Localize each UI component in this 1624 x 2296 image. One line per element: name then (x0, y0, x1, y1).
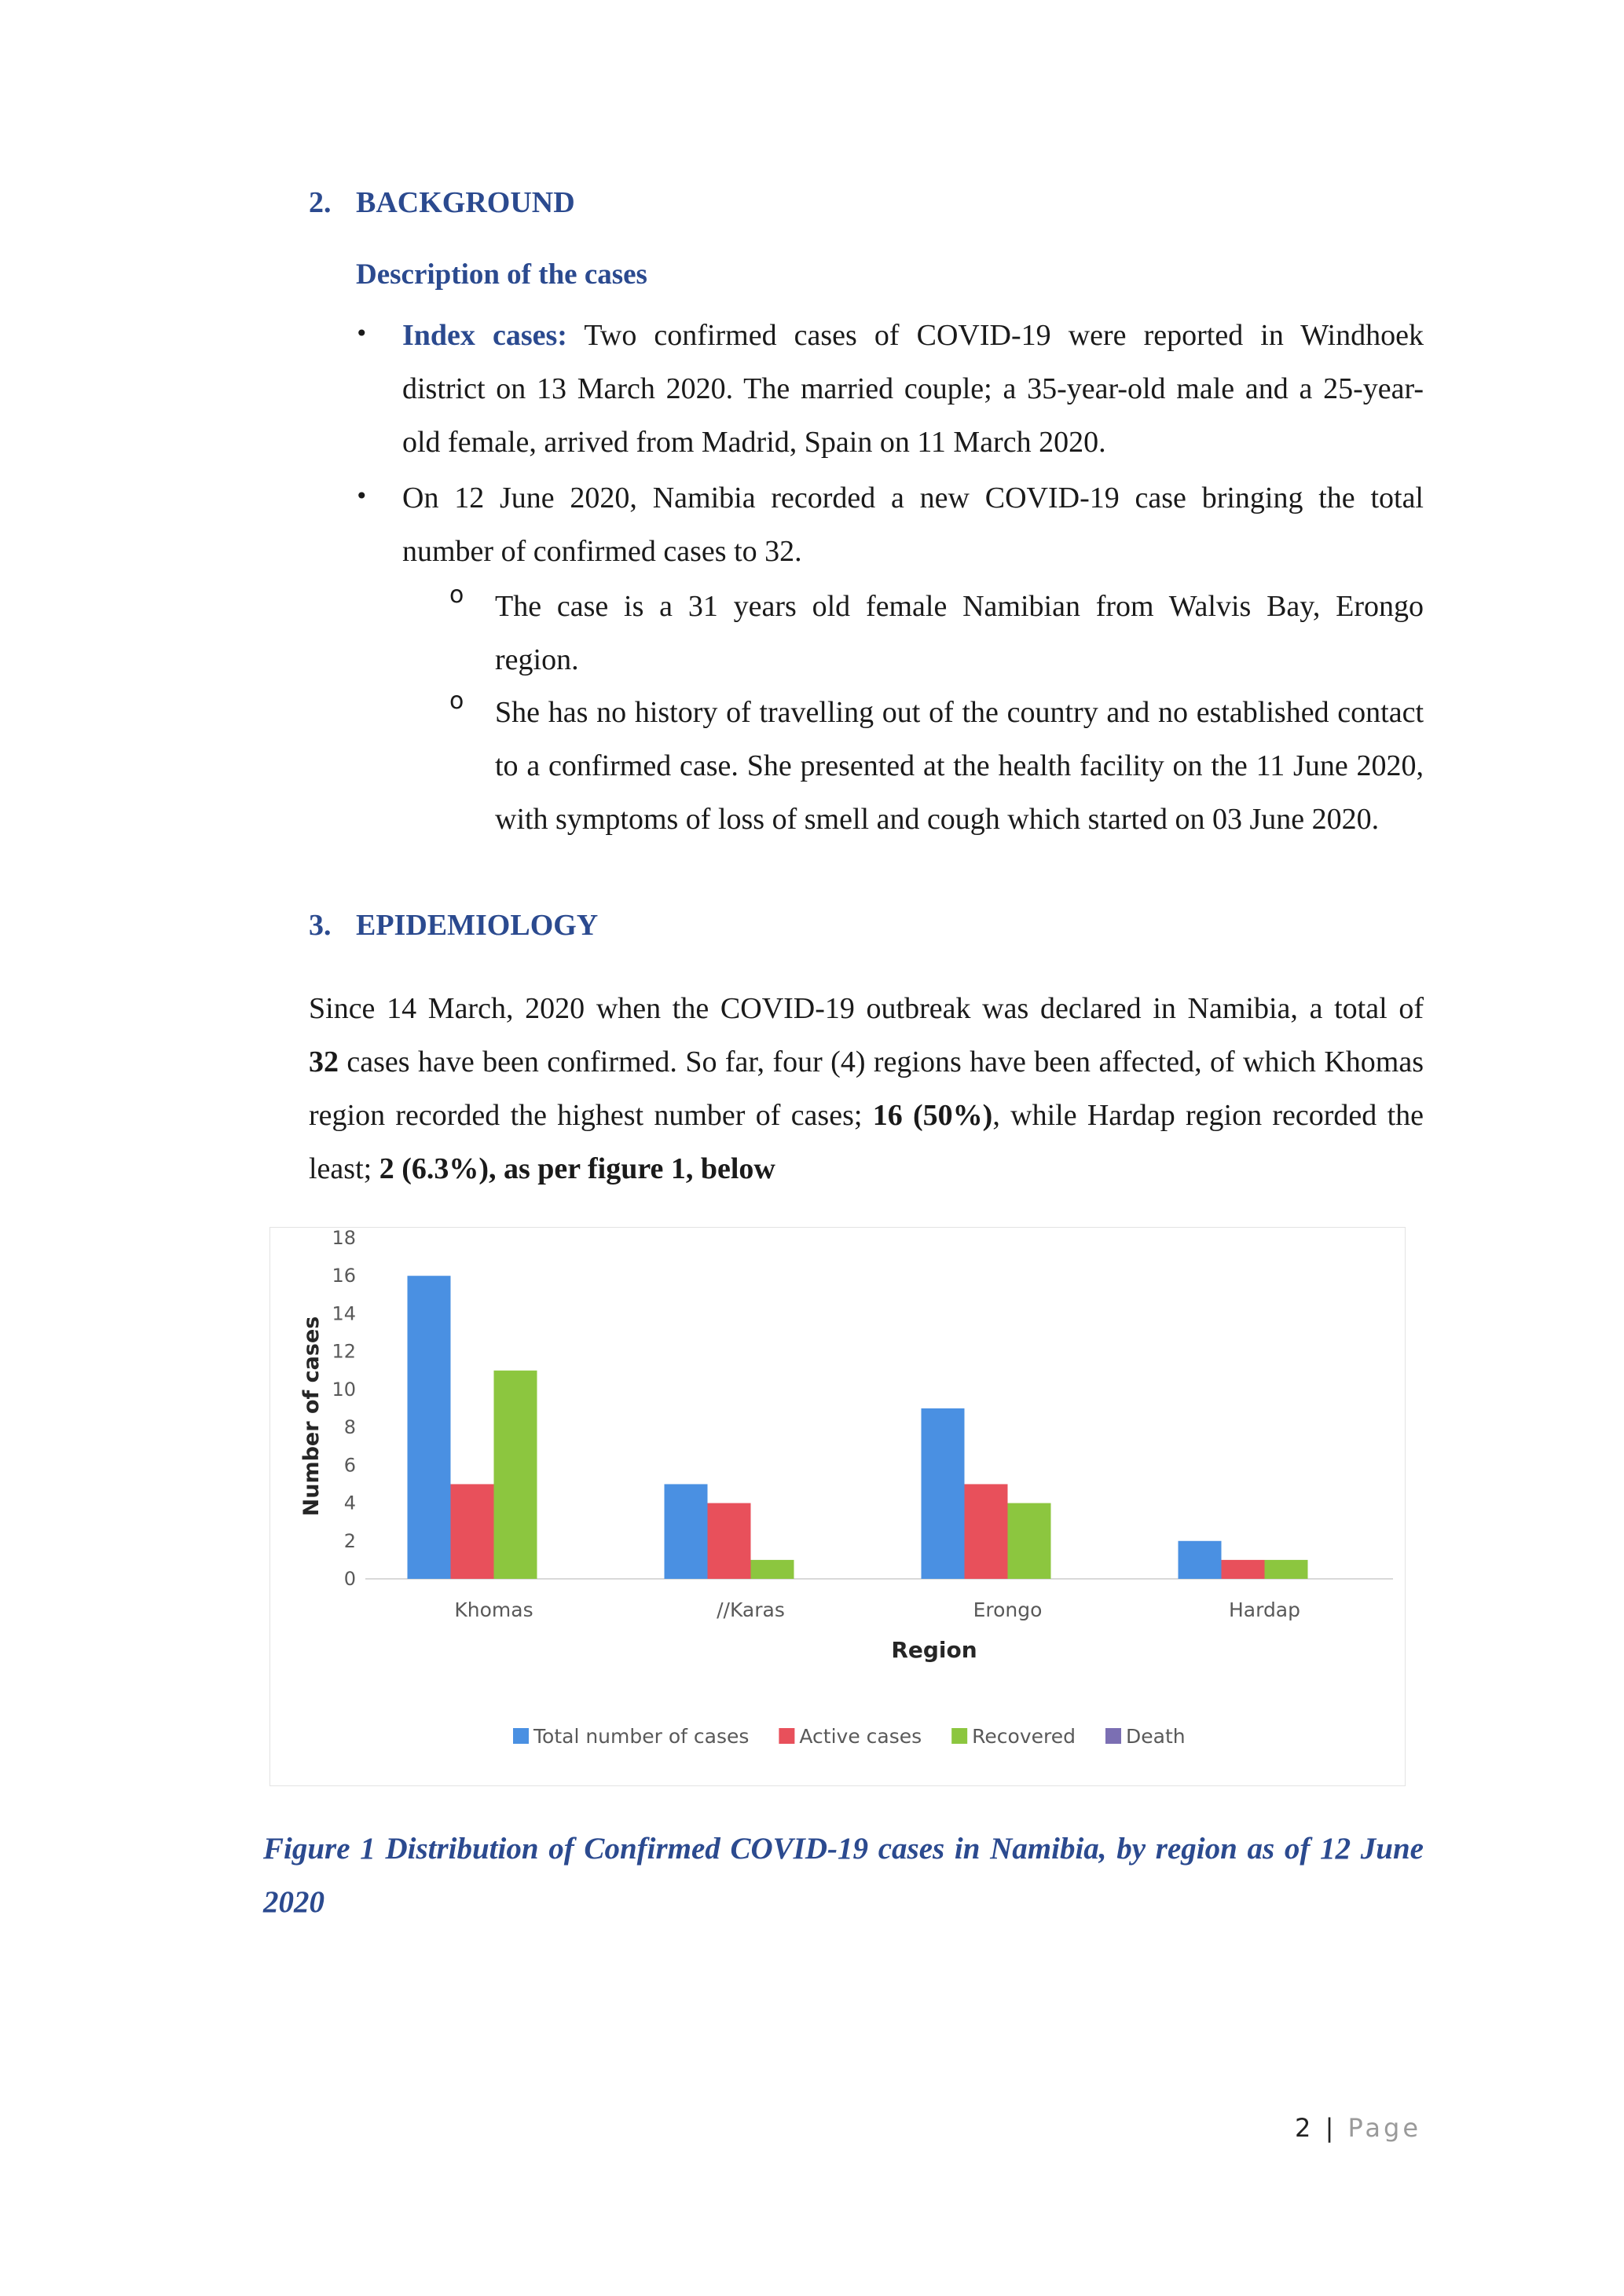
footer-separator: | (1325, 2113, 1337, 2143)
y-tick-label: 8 (343, 1416, 356, 1439)
y-tick-label: 10 (332, 1378, 356, 1401)
x-tick-label: //Karas (717, 1598, 785, 1621)
y-tick-label: 2 (343, 1529, 356, 1552)
bar-total-number-of-cases (922, 1408, 965, 1579)
page-number: 2 (1295, 2113, 1314, 2143)
bullet-index-cases (402, 309, 1424, 469)
legend-label: Recovered (972, 1725, 1076, 1748)
legend-label: Active cases (799, 1725, 922, 1748)
epidemiology-paragraph (309, 982, 1424, 1196)
para-text: , while Hardap region recorded the (992, 1099, 1424, 1132)
bar-recovered (1265, 1560, 1308, 1579)
para-text: region recorded the highest number of cases; (309, 1099, 873, 1132)
bullet-line: She has no history of travelling out of the country and no established contact (495, 696, 1424, 729)
bar-active-cases (451, 1484, 494, 1579)
section-heading-background: BACKGROUND (356, 186, 575, 219)
bar-recovered (494, 1371, 537, 1579)
bar-active-cases (708, 1503, 751, 1579)
bullet-line: On 12 June 2020, Namibia recorded a new COVID-19 case bringing the total (402, 482, 1424, 514)
bar-total-number-of-cases (1179, 1541, 1222, 1579)
para-text: least; (309, 1152, 379, 1185)
y-tick-label: 6 (343, 1454, 356, 1477)
bullet-new-case (402, 471, 1424, 578)
section-number: 2. (309, 186, 332, 219)
caption-line: Figure 1 Distribution of Confirmed COVID-19 cases in Namibia, by region as of 12 June (263, 1832, 1424, 1866)
para-text: cases have been confirmed. So far, four (4) regions have been affected, of which Khomas (339, 1045, 1424, 1078)
bar-total-number-of-cases (408, 1276, 451, 1579)
bullet-line: district on 13 March 2020. The married couple; a 35-year-old male and a 25-year- (402, 372, 1424, 405)
bullet-icon: • (355, 483, 368, 509)
page-label: Page (1347, 2113, 1421, 2143)
y-tick-label: 16 (332, 1265, 356, 1287)
bar-chart (269, 1227, 1404, 1785)
bullet-line: region. (495, 643, 579, 676)
section-number: 3. (309, 909, 332, 942)
x-tick-label: Erongo (973, 1598, 1043, 1621)
para-line (309, 1035, 1424, 1089)
y-axis-title: Number of cases (299, 1316, 324, 1517)
total-cases-value: 32 (309, 1045, 339, 1078)
bullet-line: Two confirmed cases of COVID-19 were reported in Windhoek (584, 319, 1424, 352)
x-tick-label: Hardap (1228, 1598, 1301, 1621)
bullet-line: old female, arrived from Madrid, Spain on 11 March 2020. (402, 426, 1106, 459)
section-heading-epidemiology: EPIDEMIOLOGY (356, 909, 599, 942)
para-line: Since 14 March, 2020 when the COVID-19 outbreak was declared in Namibia, a total of (309, 992, 1424, 1025)
x-tick-label: Khomas (454, 1598, 533, 1621)
sub-bullet-history (495, 686, 1424, 846)
subheading-description: Description of the cases (356, 258, 647, 291)
y-tick-label: 0 (343, 1568, 356, 1590)
legend-swatch (1105, 1728, 1121, 1744)
bar-active-cases (1222, 1560, 1265, 1579)
y-tick-label: 14 (332, 1302, 356, 1325)
y-tick-label: 4 (343, 1492, 356, 1514)
para-line (309, 1142, 1424, 1196)
sub-bullet-case-details (495, 580, 1424, 687)
bar-total-number-of-cases (665, 1484, 708, 1579)
bullet-line: to a confirmed case. She presented at the health facility on the 11 June 2020, (495, 749, 1424, 782)
bullet-line: with symptoms of loss of smell and cough which started on 03 June 2020. (495, 803, 1380, 836)
legend-label: Total number of cases (533, 1725, 750, 1748)
hardap-share-value: 2 (6.3%), as per figure 1, below (379, 1152, 775, 1185)
legend-swatch (513, 1728, 529, 1744)
bar-recovered (1008, 1503, 1051, 1579)
sub-bullet-icon: o (449, 687, 464, 715)
y-tick-label: 18 (332, 1227, 356, 1249)
index-cases-label: Index cases: (402, 319, 567, 352)
khomas-share-value: 16 (50%) (872, 1099, 993, 1132)
caption-line: 2020 (263, 1885, 324, 1919)
legend-swatch (951, 1728, 967, 1744)
bar-active-cases (965, 1484, 1008, 1579)
figure-caption (263, 1822, 1424, 1929)
page-footer (1295, 2113, 1421, 2143)
x-axis-title: Region (891, 1637, 977, 1663)
y-tick-label: 12 (332, 1340, 356, 1363)
bar-recovered (751, 1560, 794, 1579)
sub-bullet-icon: o (449, 581, 464, 609)
legend-label: Death (1126, 1725, 1186, 1748)
bullet-line: number of confirmed cases to 32. (402, 535, 802, 568)
bullet-icon: • (355, 320, 368, 346)
bullet-line: The case is a 31 years old female Namibian from Walvis Bay, Erongo (495, 590, 1424, 623)
legend-swatch (779, 1728, 794, 1744)
para-line (309, 1089, 1424, 1142)
